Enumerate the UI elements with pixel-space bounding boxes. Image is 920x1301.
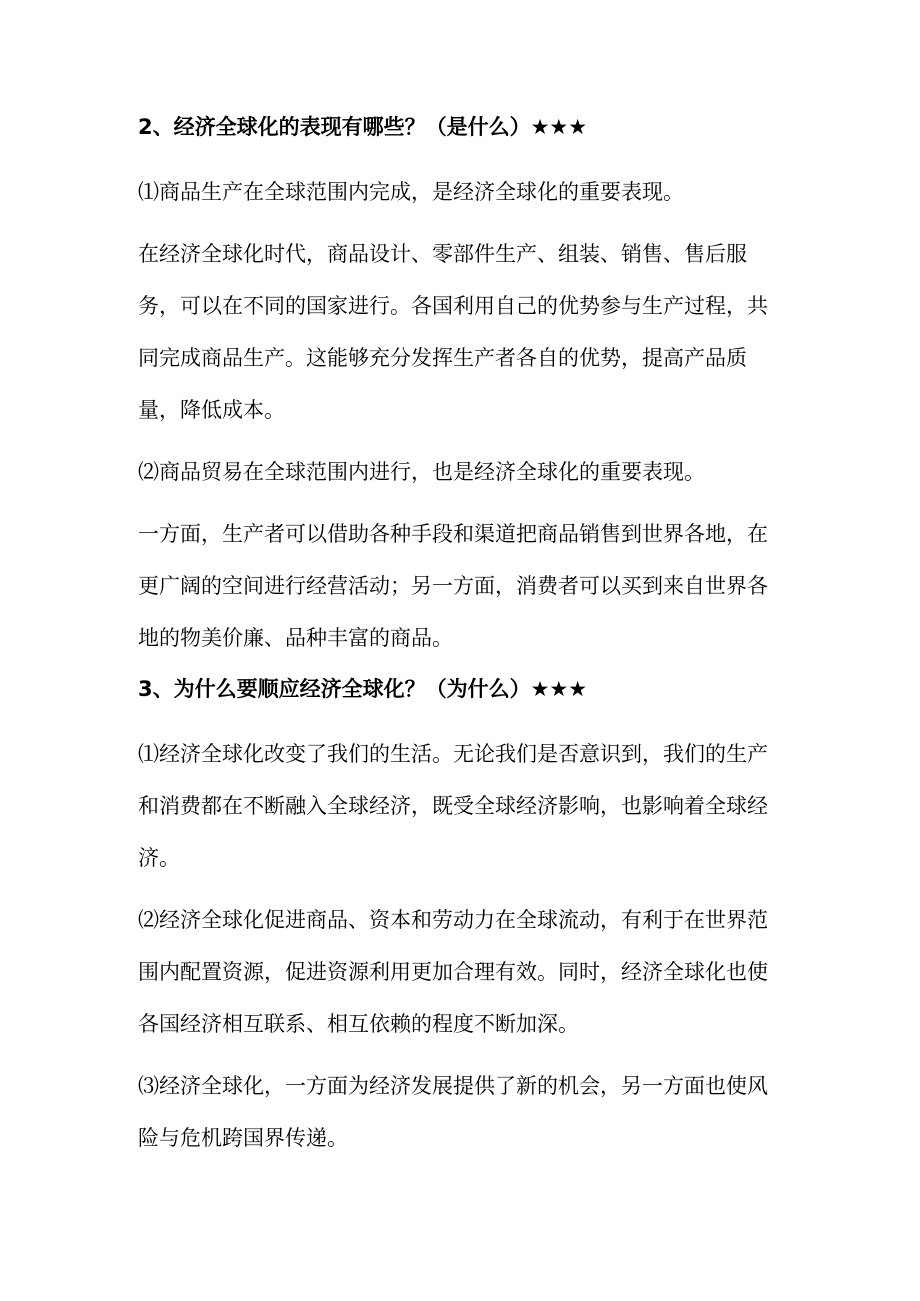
section-heading-3: 3、为什么要顺应经济全球化？（为什么）★★★: [138, 677, 588, 701]
paragraph-2-4: 一方面，生产者可以借助各种手段和渠道把商品销售到世界各地，在更广阔的空间进行经营活动；另一方面，消费者可以买到来自世界各地的物美价廉、品种丰富的商品。: [138, 522, 768, 650]
section-heading-2: 2、经济全球化的表现有哪些？（是什么）★★★: [138, 115, 588, 139]
paragraph-3-3: ⑶经济全球化，一方面为经济发展提供了新的机会，另一方面也使风险与危机跨国界传递。: [138, 1074, 768, 1150]
document-content: [138, 112, 788, 1174]
paragraph-2-2: 在经济全球化时代，商品设计、零部件生产、组装、销售、售后服务，可以在不同的国家进行。各国利用自己的优势参与生产过程，共同完成商品生产。这能够充分发挥生产者各自的优势，提高产品质量，降低成本。: [138, 242, 768, 422]
paragraph-2-1: ⑴商品生产在全球范围内完成，是经济全球化的重要表现。: [138, 180, 684, 204]
paragraph-3-1: ⑴经济全球化改变了我们的生活。无论我们是否意识到，我们的生产和消费都在不断融入全球经济，既受全球经济影响，也影响着全球经济。: [138, 742, 768, 870]
paragraph-3-2: ⑵经济全球化促进商品、资本和劳动力在全球流动，有利于在世界范围内配置资源，促进资源利用更加合理有效。同时，经济全球化也使各国经济相互联系、相互依赖的程度不断加深。: [138, 908, 768, 1036]
paragraph-2-3: ⑵商品贸易在全球范围内进行，也是经济全球化的重要表现。: [138, 460, 705, 484]
